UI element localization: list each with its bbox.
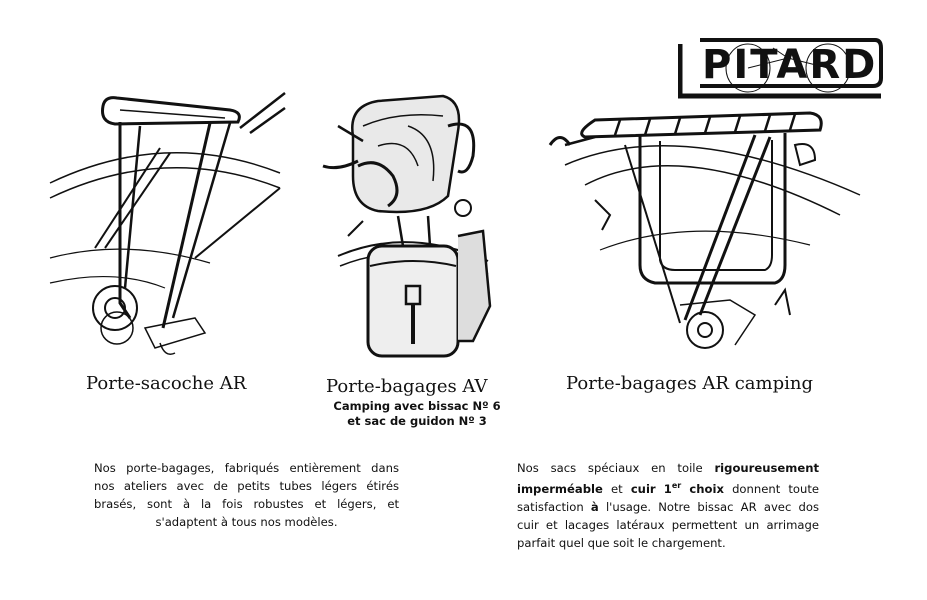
bags-bold-first [664, 482, 681, 496]
rack-illustration-rear-pannier [45, 88, 290, 363]
bags-text-1: Nos sacs spéciaux en toile [517, 461, 703, 475]
rack-illustration-rear-camping [540, 105, 865, 360]
bags-bold-choice: choix [689, 481, 724, 496]
paragraph-racks [94, 459, 399, 531]
subcaption-line-1: Camping avec bissac Nº 6 [333, 399, 501, 413]
bags-bold-waterproof: rigoureusement imperméable [517, 461, 820, 496]
paragraph-bags [517, 459, 819, 552]
paragraph-racks-line-4: s'adaptent à tous nos modèles. [155, 515, 338, 529]
paragraph-racks-line-1: Nos porte-bagages, fabriqués entièrement dans [94, 461, 399, 475]
caption-rear-pannier-rack: Porte-sacoche AR [86, 373, 247, 394]
brand-name: PITARD [702, 42, 878, 88]
bags-bold-a: à [590, 499, 599, 514]
bags-bold-leather: cuir [630, 481, 656, 496]
bags-text-2: et [610, 481, 623, 496]
subcaption-line-2: et sac de guidon Nº 3 [347, 414, 487, 428]
rack-illustration-front-camping [318, 86, 498, 366]
paragraph-racks-line-2: nos ateliers avec de petits tubes légers étirés [94, 479, 399, 493]
bags-text-3: donnent toute satisfaction [517, 481, 820, 514]
bags-first-sup: er [671, 481, 682, 490]
paragraph-racks-line-3: brasés, sont à la fois robustes et légers, et [94, 497, 399, 511]
bags-first-number: 1 [663, 481, 672, 496]
caption-rear-camping-rack: Porte-bagages AR camping [566, 373, 813, 394]
subcaption-front-rack [322, 399, 512, 429]
bags-text-4: l'usage. Notre bissac AR avec dos cuir et lacages latéraux permettent un arrimage parfait quel que soit le chargement. [517, 499, 819, 550]
caption-front-rack: Porte-bagages AV [326, 376, 488, 397]
